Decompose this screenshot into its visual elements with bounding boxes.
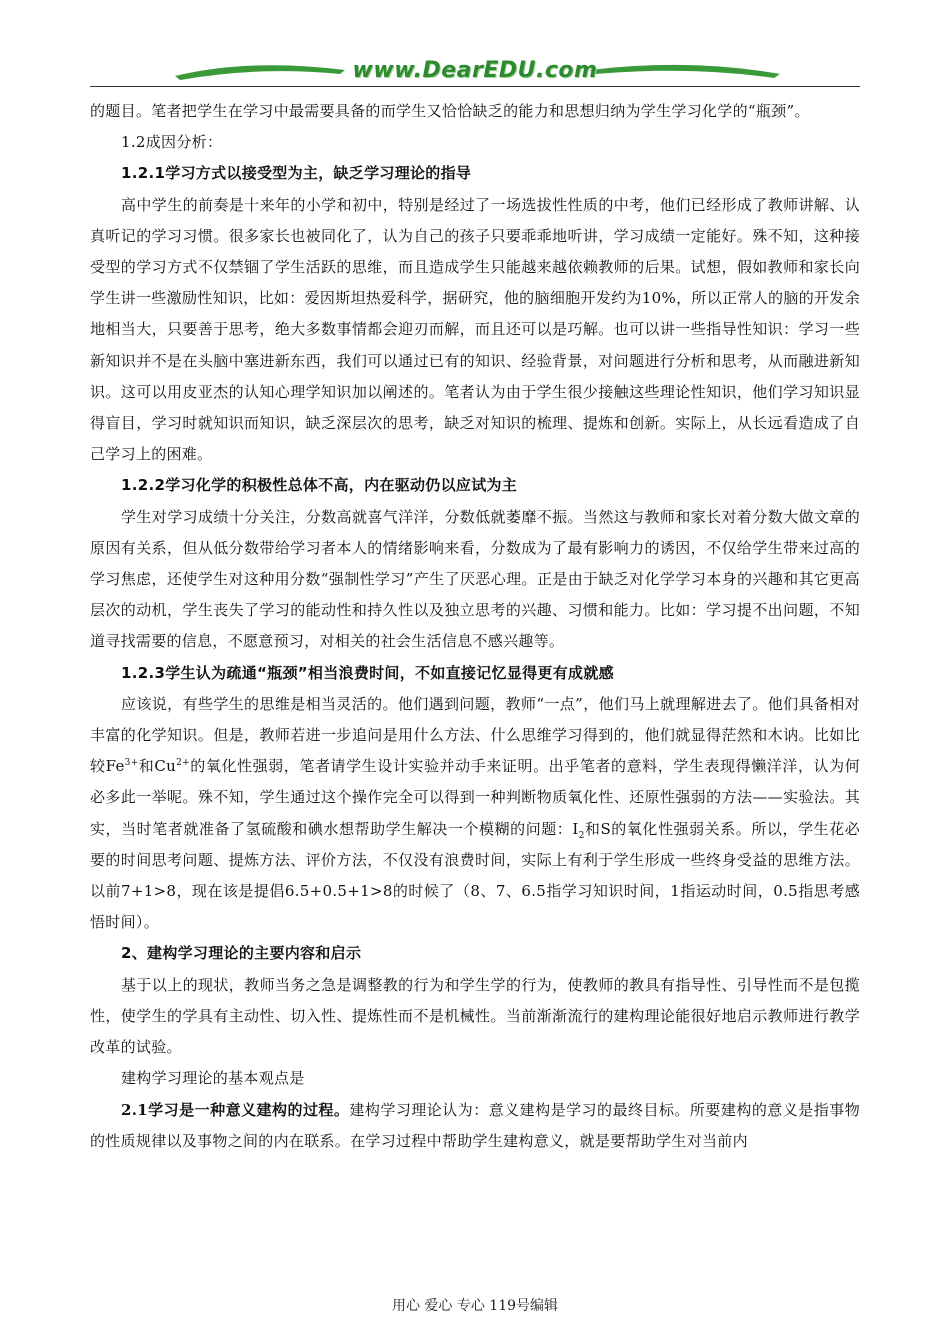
paragraph-2-lead: 建构学习理论的基本观点是: [121, 1069, 305, 1088]
section-heading-1-2-2: 1.2.2学习化学的积极性总体不高，内在驱动仍以应试为主: [121, 476, 518, 495]
section-heading-2: 2、建构学习理论的主要内容和启示: [121, 944, 362, 963]
section-heading-1-2-1: 1.2.1学习方式以接受型为主，缺乏学习理论的指导: [121, 164, 472, 183]
section-heading-1-2-3: 1.2.3学生认为疏通“瓶颈”相当浪费时间，不如直接记忆显得更有成就感: [121, 663, 614, 682]
text-run: 的氧化性强弱，笔者请学生设计实验并动手来证明。出乎笔者的意料，学生表现得懒洋洋，认为何必多此一举呢。殊不知，学生通过这个操作完全可以得到一种判断物质氧化性、还原性强弱的方法——实验法。其实，当时笔者就准备了氢硫酸和碘水想帮助学生解决一个模糊的问题：I: [90, 757, 860, 838]
paragraph-1-2-3: [90, 689, 860, 939]
superscript-fe: 3+: [124, 758, 139, 769]
section-heading-1-2: 1.2成因分析：: [121, 133, 223, 152]
paragraph-continued: 的题目。笔者把学生在学习中最需要具备的而学生又恰恰缺乏的能力和思想归纳为学生学习化学的“瓶颈”。: [90, 102, 810, 120]
superscript-cu: 2+: [176, 758, 191, 769]
text-run: 应该说，有些学生的思维是相当灵活的。他们遇到问题，教师“一点”，他们马上就理解进去了。他们具备相对丰富的化学知识。但是，教师若进一步追问是用什么方法、什么思维学习得到的，他们就显得茫然和木讷。比如比较Fe: [90, 694, 860, 776]
header-divider: [90, 86, 860, 87]
paragraph-1-2-2: 学生对学习成绩十分关注，分数高就喜气洋洋，分数低就萎靡不振。当然这与教师和家长对着分数大做文章的原因有关系，但从低分数带给学习者本人的情绪影响来看，分数成为了最有影响力的诱因，不仅给学生带来过高的学习焦虑，还使学生对这种用分数“强制性学习”产生了厌恶心理。正是由于缺乏对化学学习本身的兴趣和其它更高层次的动机，学生丧失了学习的能动性和持久性以及独立思考的兴趣、习惯和能力。比如：学习提不出问题，不知道寻找需要的信息，不愿意预习，对相关的社会生活信息不感兴趣等。: [90, 507, 860, 651]
paragraph-1-2-1: 高中学生的前奏是十来年的小学和初中，特别是经过了一场选拔性性质的中考，他们已经形成了教师讲解、认真听记的学习习惯。很多家长也被同化了，认为自己的孩子只要乖乖地听讲，学习成绩一定能好。殊不知，这种接受型的学习方式不仅禁锢了学生活跃的思维，而且造成学生只能越来越依赖教师的后果。试想，假如教师和家长向学生讲一些激励性知识，比如：爱因斯坦热爱科学，据研究，他的脑细胞开发约为10%，所以正常人的脑的开发余地相当大，只要善于思考，绝大多数事情都会迎刃而解，而且还可以是巧解。也可以讲一些指导性知识：学习一些新知识并不是在头脑中塞进新东西，我们可以通过已有的知识、经验背景，对问题进行分析和思考，从而融进新知识。这可以用皮亚杰的认知心理学知识加以阐述的。笔者认为由于学生很少接触这些理论性知识，他们学习知识显得盲目，学习时就知识而知识，缺乏深层次的思考，缺乏对知识的梳理、提炼和创新。实际上，从长远看造成了自己学习上的困难。: [90, 195, 860, 464]
page-footer: 用心 爱心 专心 119号编辑: [391, 1298, 559, 1314]
paragraph-2-1: [90, 1095, 860, 1157]
text-run: 和S的氧化性强弱关系。所以，学生花必要的时间思考问题、提炼方法、评价方法，不仅没有浪费时间，实际上有利于学生形成一些终身受益的思维方法。以前7+1>8，现在该是提倡6.5+0.5+1>8的时候了（8、7、6.5指学习知识时间，1指运动时间，0.5指思考感悟时间）。: [90, 819, 861, 932]
site-logo: [90, 56, 860, 86]
document-body: [90, 96, 860, 1157]
logo-text: www.DearEDU.com: [352, 58, 598, 83]
paragraph-2-intro: 基于以上的现状，教师当务之急是调整教的行为和学生学的行为，使教师的教具有指导性、引导性而不是包揽性，使学生的学具有主动性、切入性、提炼性而不是机械性。当前渐渐流行的建构理论能很好地启示教师进行教学改革的试验。: [90, 975, 860, 1057]
subscript-i2: 2: [578, 830, 585, 841]
text-run: 建构学习理论认为：意义建构是学习的最终目标。所要建构的意义是指事物的性质规律以及事物之间的内在联系。在学习过程中帮助学生建构意义，就是要帮助学生对当前内: [90, 1100, 860, 1150]
page-header: [90, 56, 860, 92]
text-run: 和Cu: [138, 757, 177, 776]
section-heading-2-1: 2.1学习是一种意义建构的过程。: [121, 1100, 350, 1119]
